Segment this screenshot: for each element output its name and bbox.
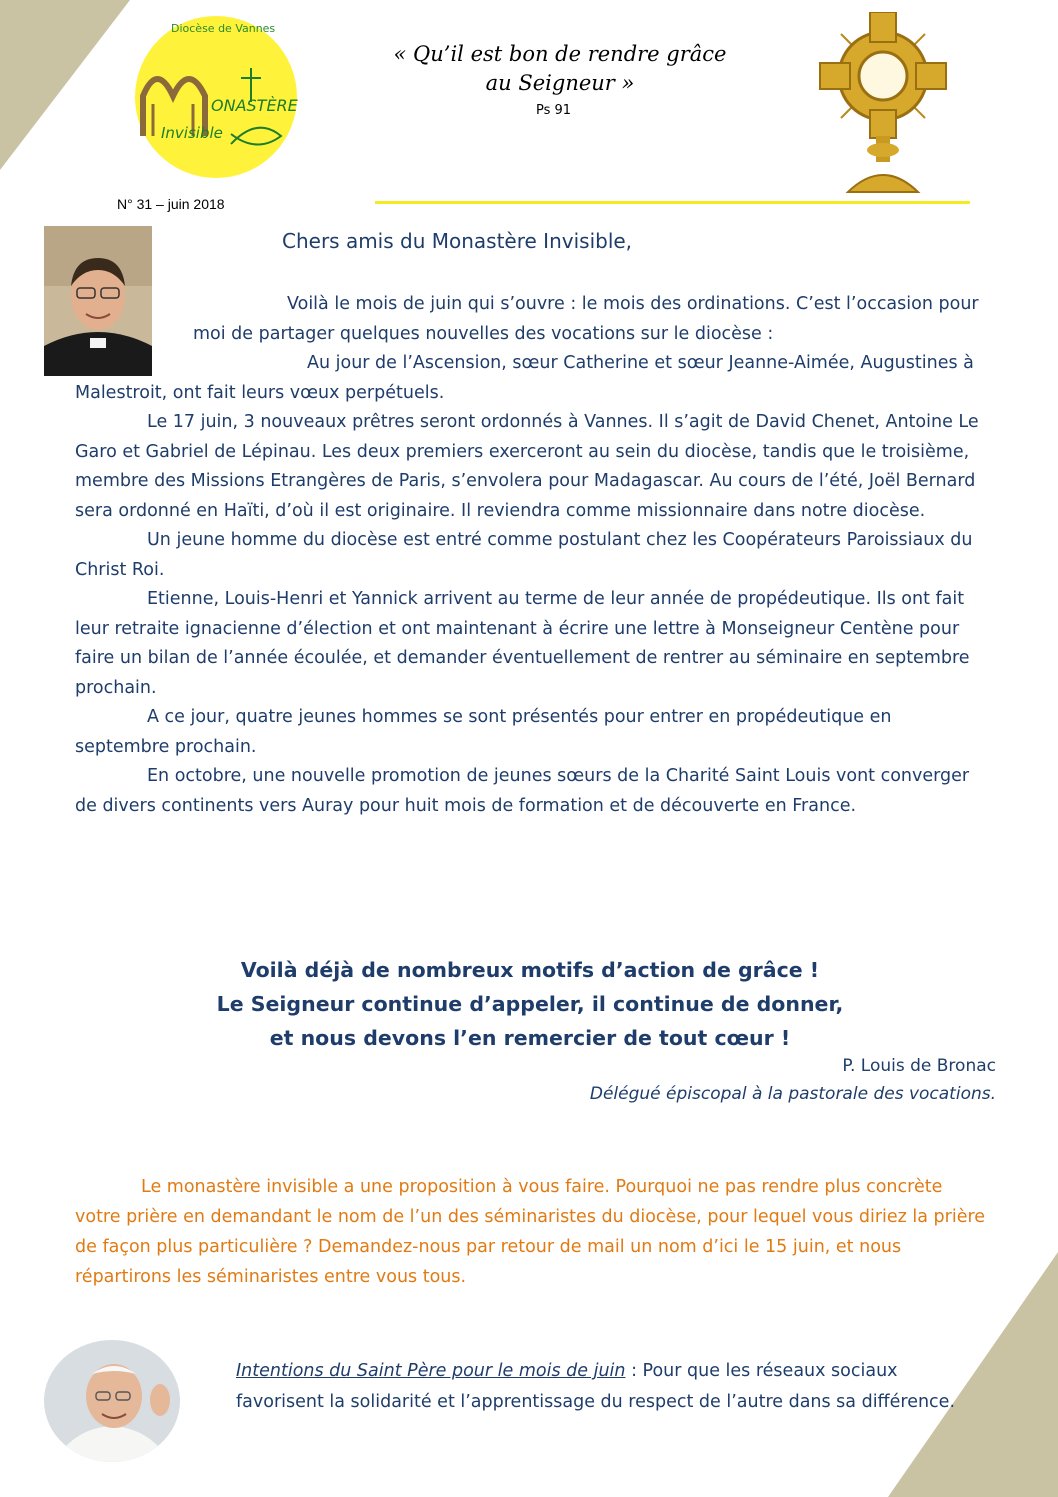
letter-paragraph: En octobre, une nouvelle promotion de jeunes sœurs de la Charité Saint Louis vont converger de divers continents vers Auray pour huit mois de formation et de découverte en France.: [75, 766, 970, 816]
letter-paragraph: Au jour de l’Ascension, sœur Catherine et sœur Jeanne-Aimée, Augustines à Malestroit, ont fait leurs vœux perpétuels.: [75, 353, 974, 403]
highlight-block: [150, 953, 910, 1055]
psalm-reference: Ps 91: [536, 103, 572, 118]
intentions-text: Pour que les réseaux sociaux favorisent la solidarité et l’apprentissage du respect de l’autre dans sa différence.: [236, 1361, 956, 1412]
logo-word: ONASTÈRE: [211, 96, 298, 115]
corner-decoration-top-left: [0, 0, 130, 170]
highlight-line: Le Seigneur continue d’appeler, il continue de donner,: [216, 992, 844, 1016]
quote-line-1: « Qu’il est bon de rendre grâce: [393, 42, 727, 66]
letter-paragraph: Voilà le mois de juin qui s’ouvre : le mois des ordinations. C’est l’occasion pour moi de partager quelques nouvelles des vocations sur le diocèse :: [193, 294, 979, 344]
intentions-block: [236, 1356, 976, 1418]
highlight-line: et nous devons l’en remercier de tout cœur !: [269, 1026, 791, 1050]
logo-subtitle: Invisible: [161, 124, 223, 142]
letter-body: [75, 290, 985, 821]
intentions-separator: :: [625, 1361, 643, 1381]
logo-diocese-text: Diocèse de Vannes: [171, 22, 276, 35]
monstrance-image: [812, 12, 954, 194]
header-divider: [375, 201, 970, 204]
letter-paragraph: A ce jour, quatre jeunes hommes se sont présentés pour entrer en propédeutique en septembre prochain.: [75, 707, 892, 757]
letter-greeting: Chers amis du Monastère Invisible,: [282, 229, 633, 253]
proposal-block: [75, 1172, 987, 1292]
header-quote: [370, 40, 750, 98]
issue-number: N° 31 – juin 2018: [117, 196, 225, 212]
highlight-line: Voilà déjà de nombreux motifs d’action de grâce !: [240, 958, 820, 982]
pope-photo: [44, 1340, 180, 1462]
signature: P. Louis de Bronac: [842, 1056, 996, 1076]
monastere-invisible-logo: [135, 16, 297, 178]
letter-paragraph: Etienne, Louis-Henri et Yannick arrivent au terme de leur année de propédeutique. Ils ont fait leur retraite ignacienne d’élection et ont maintenant à écrire une lettre à Monseigneur Centène pour faire un bilan de l’année écoulée, et demander éventuellement de rentrer au séminaire en septembre prochain.: [75, 589, 970, 698]
signature-role: Délégué épiscopal à la pastorale des vocations.: [589, 1084, 996, 1104]
quote-line-2: au Seigneur »: [485, 71, 635, 95]
proposal-text: Le monastère invisible a une proposition à vous faire. Pourquoi ne pas rendre plus concrète votre prière en demandant le nom de l’un des séminaristes du diocèse, pour lequel vous diriez la prière de façon plus particulière ? Demandez-nous par retour de mail un nom d’ici le 15 juin, et nous répartirons les séminaristes entre vous tous.: [75, 1177, 986, 1287]
letter-paragraph: Un jeune homme du diocèse est entré comme postulant chez les Coopérateurs Paroissiaux du Christ Roi.: [75, 530, 973, 580]
letter-paragraph: Le 17 juin, 3 nouveaux prêtres seront ordonnés à Vannes. Il s’agit de David Chenet, Antoine Le Garo et Gabriel de Lépinau. Les deux premiers exerceront au sein du diocèse, tandis que le troisième, membre des Missions Etrangères de Paris, s’envolera pour Madagascar. Au cours de l’été, Joël Bernard sera ordonné en Haïti, d’où il est originaire. Il reviendra comme missionnaire dans notre diocèse.: [75, 412, 979, 521]
intentions-title: Intentions du Saint Père pour le mois de juin: [236, 1361, 626, 1381]
